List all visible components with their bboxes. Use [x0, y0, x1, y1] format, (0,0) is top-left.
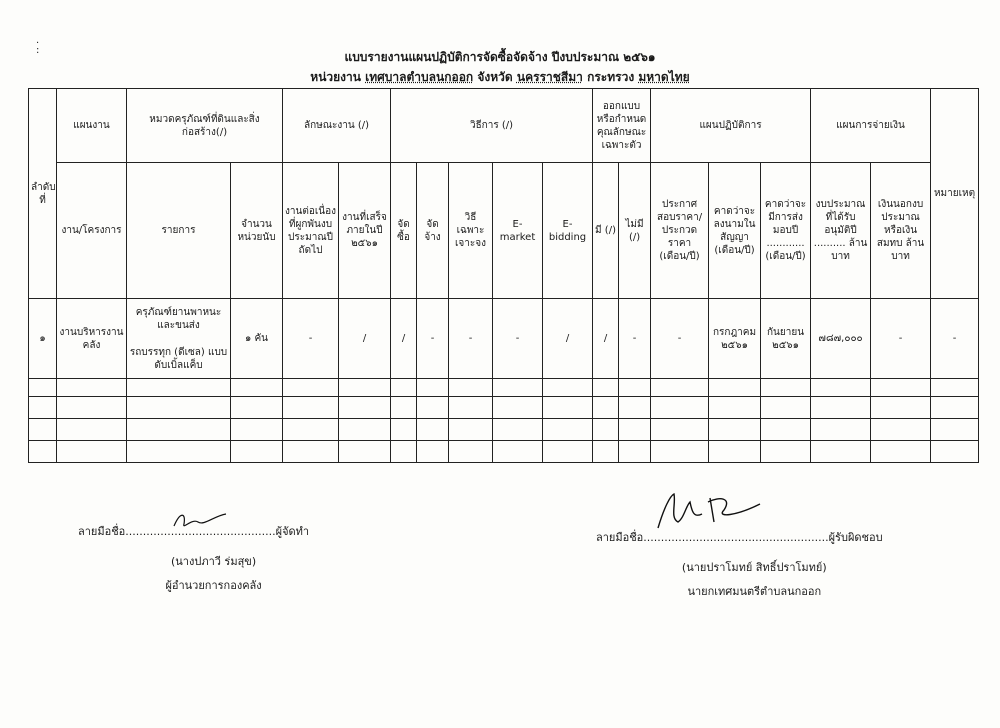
- cell-remark: -: [931, 299, 979, 379]
- report-title: แบบรายงานแผนปฏิบัติการจัดซื้อจัดจ้าง ปีงบประมาณ ๒๕๖๑: [344, 50, 656, 64]
- right-signature-position: นายกเทศมนตรีตำบลนกออก: [687, 585, 822, 598]
- left-signature-name: (นางปภาวี ร่มสุข): [170, 555, 257, 568]
- cell-category-item: [127, 299, 231, 379]
- header-qty: จำนวนหน่วยนับ: [231, 163, 283, 299]
- header-has: มี (/): [593, 163, 619, 299]
- province-label: จังหวัด: [477, 70, 513, 84]
- cell-hire: -: [417, 299, 449, 379]
- header-hasnot: ไม่มี (/): [619, 163, 651, 299]
- header-announce: ประกาศสอบราคา/ประกวดราคา (เดือน/ปี): [651, 163, 709, 299]
- header-category: หมวดครุภัณฑ์ที่ดินและสิ่งก่อสร้าง(/): [127, 89, 283, 163]
- header-remark: หมายเหตุ: [931, 89, 979, 299]
- right-signature-label: ลายมือชื่อ.....................................................ผู้รับผิดชอบ: [596, 531, 883, 544]
- empty-row: [29, 379, 979, 397]
- cell-done-in-year: /: [339, 299, 391, 379]
- header-deliver: คาดว่าจะมีการส่งมอบปี ............ (เดือน/ปี): [761, 163, 811, 299]
- cell-sign-contract: กรกฎาคม ๒๕๖๑: [709, 299, 761, 379]
- header-project: งาน/โครงการ: [57, 163, 127, 299]
- unit-label: หน่วยงาน: [310, 70, 361, 84]
- header-ebidding: E-bidding: [543, 163, 593, 299]
- header-done-in-year: งานที่เสร็จภายในปี ๒๕๖๑: [339, 163, 391, 299]
- header-item: รายการ: [127, 163, 231, 299]
- left-signature-position: ผู้อำนวยการกองคลัง: [165, 579, 262, 592]
- header-ops-plan: แผนปฏิบัติการ: [651, 89, 811, 163]
- header-method: วิธีการ (/): [391, 89, 593, 163]
- cell-project: งานบริหารงานคลัง: [57, 299, 127, 379]
- header-approved-budget: งบประมาณที่ได้รับอนุมัติปี .......... ล้านบาท: [811, 163, 871, 299]
- procurement-plan-table: [28, 88, 979, 463]
- empty-row: [29, 419, 979, 441]
- header-plan: แผนงาน: [57, 89, 127, 163]
- header-buy: จัดซื้อ: [391, 163, 417, 299]
- unit-value: เทศบาลตำบลนกออก: [365, 70, 474, 84]
- header-row-2: [29, 163, 979, 299]
- header-spec: ออกแบบหรือกำหนดคุณลักษณะเฉพาะตัว: [593, 89, 651, 163]
- cell-buy: /: [391, 299, 417, 379]
- empty-row: [29, 441, 979, 463]
- cell-hasnot: -: [619, 299, 651, 379]
- cell-has: /: [593, 299, 619, 379]
- header-specific: วิธีเฉพาะเจาะจง: [449, 163, 493, 299]
- header-sign-contract: คาดว่าจะลงนามในสัญญา (เดือน/ปี): [709, 163, 761, 299]
- report-subtitle: [0, 68, 1000, 87]
- cell-continuing: -: [283, 299, 339, 379]
- header-emarket: E-market: [493, 163, 543, 299]
- header-row-1: [29, 89, 979, 163]
- header-continuing: งานต่อเนื่องที่ผูกพันงบประมาณปีถัดไป: [283, 163, 339, 299]
- table-row: [29, 299, 979, 379]
- cell-specific: -: [449, 299, 493, 379]
- right-signature-scribble: [650, 488, 770, 532]
- province-value: นครราชสีมา: [516, 70, 583, 84]
- right-signature-block: [596, 528, 883, 600]
- cell-category: ครุภัณฑ์ยานพาหนะและขนส่ง: [135, 306, 222, 331]
- cell-deliver: กันยายน ๒๕๖๑: [761, 299, 811, 379]
- left-signature-label: ลายมือชื่อ...........................................ผู้จัดทำ: [78, 525, 310, 538]
- header-work-type: ลักษณะงาน (/): [283, 89, 391, 163]
- right-signature-name: (นายปราโมทย์ สิทธิ์ปราโมทย์): [681, 561, 827, 574]
- ministry-value: มหาดไทย: [638, 70, 690, 84]
- cell-announce: -: [651, 299, 709, 379]
- cell-qty: ๑ คัน: [231, 299, 283, 379]
- header-seq: ลำดับที่: [29, 89, 57, 299]
- left-signature-block: [78, 522, 309, 594]
- header-hire: จัดจ้าง: [417, 163, 449, 299]
- corner-mark: · :: [36, 38, 40, 56]
- cell-item: รถบรรทุก (ดีเซล) แบบดับเบิ้ลแค็บ: [129, 346, 228, 371]
- cell-approved-budget: ๗๘๗,๐๐๐: [811, 299, 871, 379]
- ministry-label: กระทรวง: [587, 70, 635, 84]
- cell-seq: ๑: [29, 299, 57, 379]
- header-off-budget: เงินนอกงบประมาณหรือเงินสมทบ ล้านบาท: [871, 163, 931, 299]
- cell-emarket: -: [493, 299, 543, 379]
- cell-ebidding: /: [543, 299, 593, 379]
- header-pay-plan: แผนการจ่ายเงิน: [811, 89, 931, 163]
- cell-off-budget: -: [871, 299, 931, 379]
- empty-row: [29, 397, 979, 419]
